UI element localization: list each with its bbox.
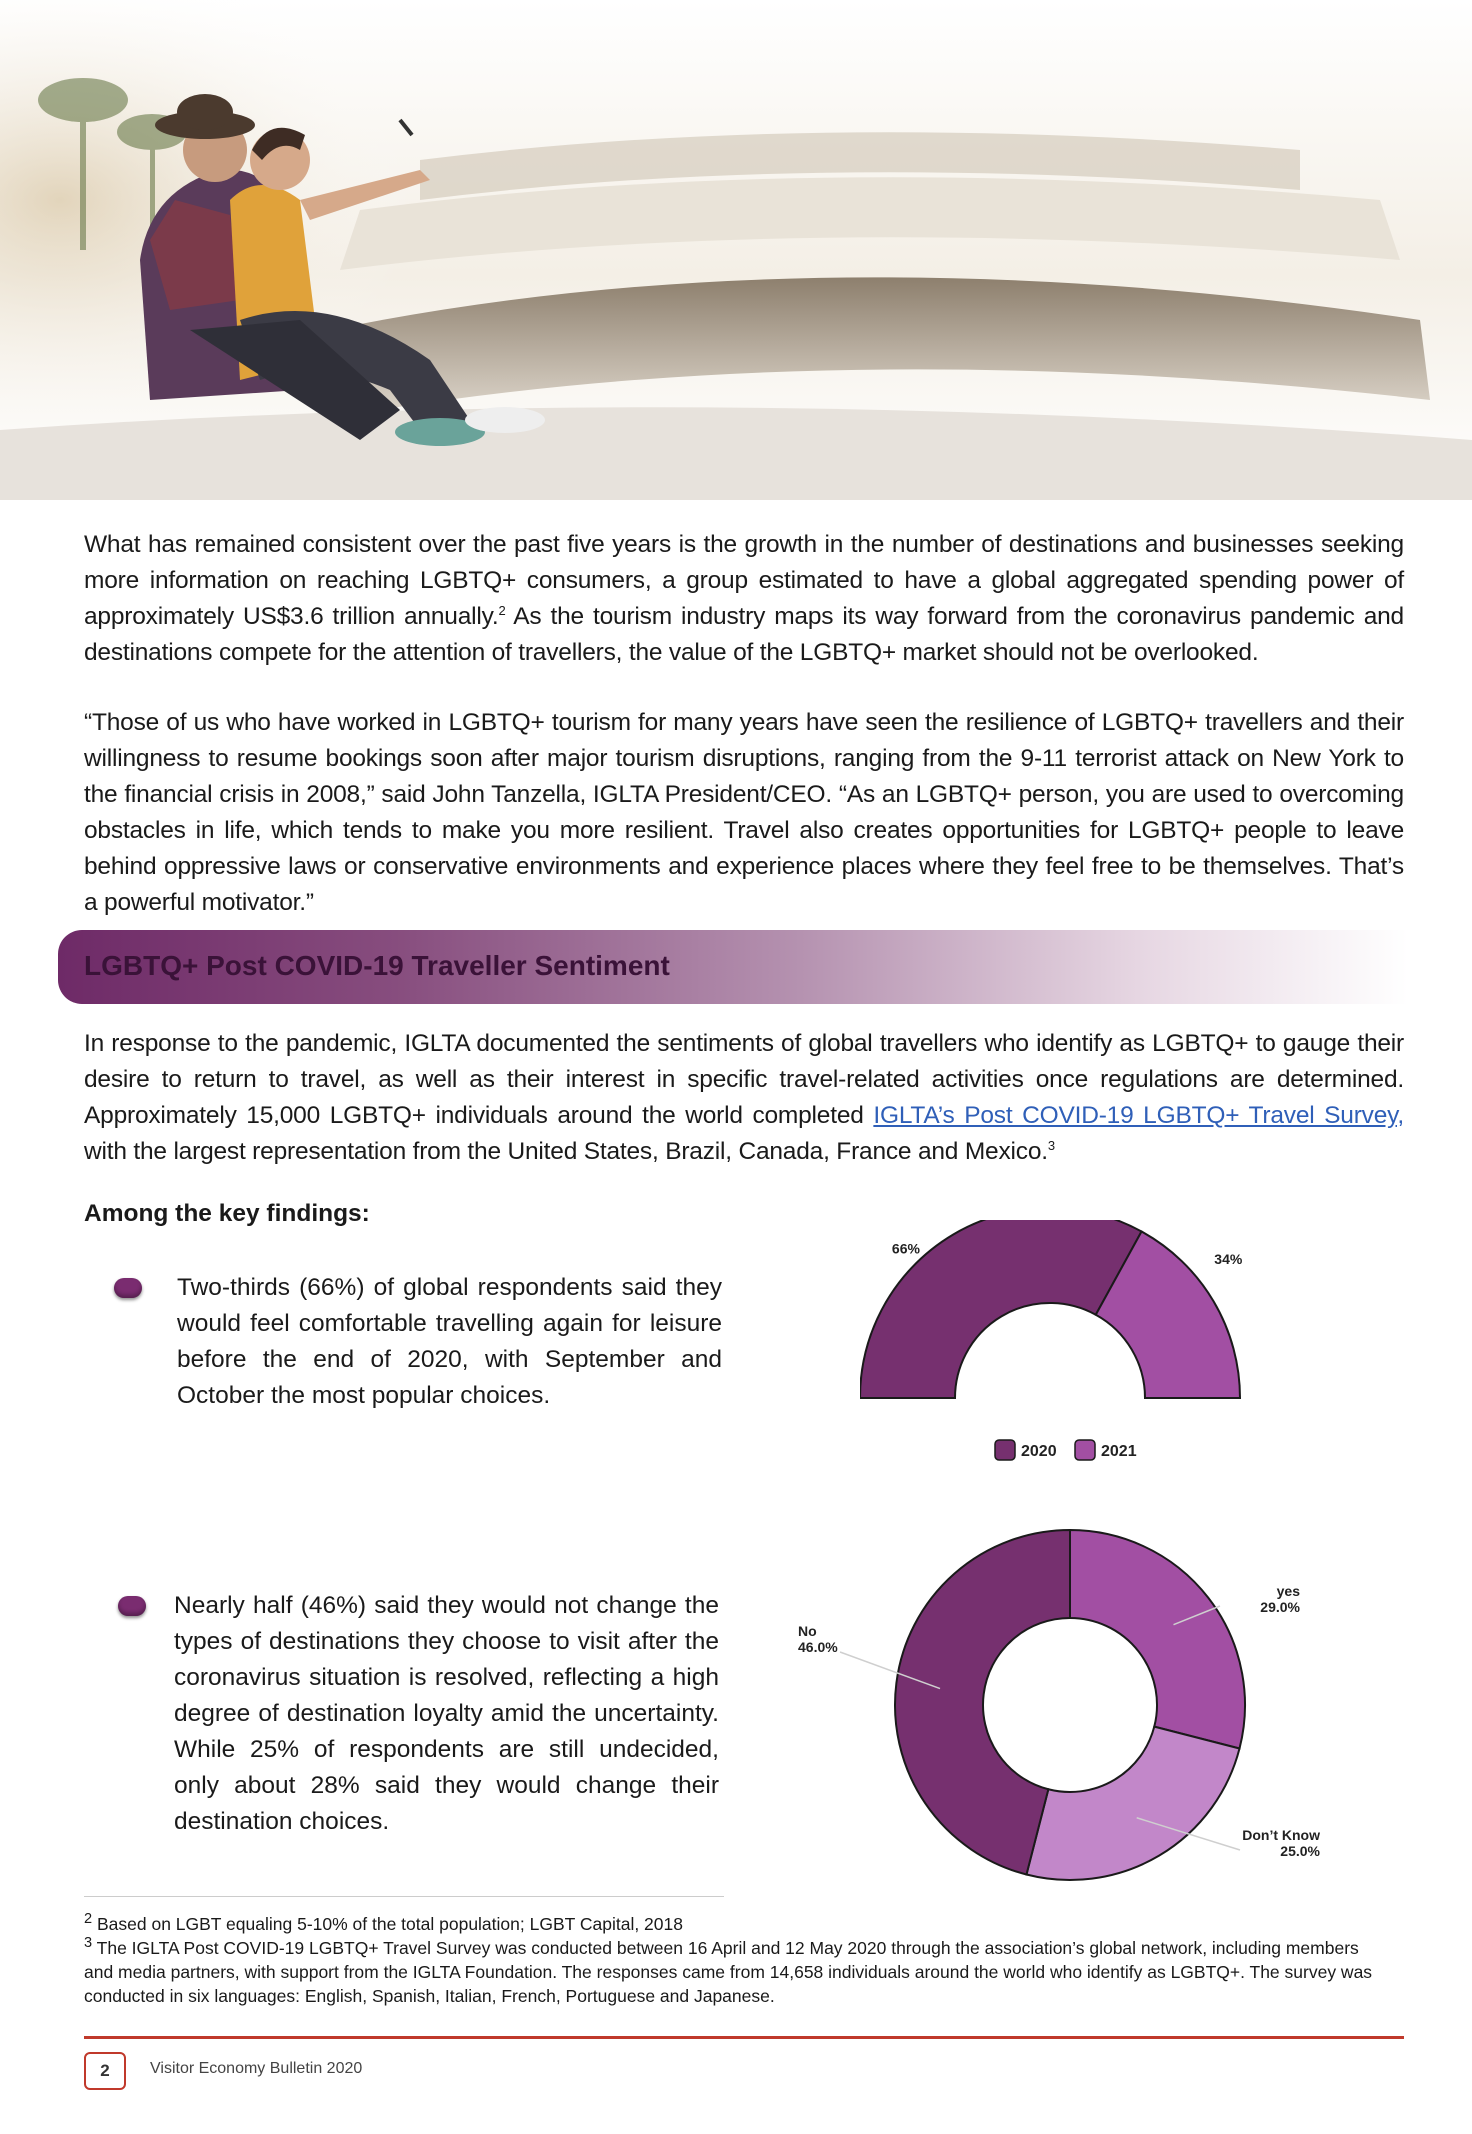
publication-title: Visitor Economy Bulletin 2020	[150, 2060, 363, 2077]
data-label-2020: 66%	[891, 1240, 920, 1257]
bullet-icon	[114, 1278, 142, 1298]
legend-label-2021: 2021	[1101, 1443, 1137, 1460]
category-label-don-t-know: Don’t Know	[1242, 1827, 1320, 1843]
legend-label-2020: 2020	[1021, 1443, 1057, 1460]
category-label-yes: yes	[1276, 1583, 1300, 1599]
survey-link[interactable]: IGLTA’s Post COVID-19 LGBTQ+ Travel Survey,	[873, 1102, 1404, 1129]
footnote-divider	[84, 1896, 724, 1897]
footer-rule	[84, 2036, 1404, 2039]
footnote-2: $^2$ Based on LGBT equaling 5-10% of the total population; LGBT Capital, 2018	[84, 1911, 683, 1934]
hero-photo	[0, 0, 1472, 500]
quote-paragraph: “Those of us who have worked in LGBTQ+ tourism for many years have seen the resilience of LGBTQ+ travellers and their willingness to resume bookings soon after major tourism disruptions, ranging from the 9-11 terrorist attack on New York to the financial crisis in 2008,” said John Tanzella, IGLTA President/CEO. “As an LGBTQ+ person, you are used to overcoming obstacles in life, which tends to make you more resilient. Travel also creates opportunities for LGBTQ+ people to leave behind oppressive laws or conservative environments and experience places where they feel free to be themselves. That’s a powerful motivator.”	[84, 709, 1404, 916]
section-banner	[58, 930, 1408, 1004]
page-number: 2	[84, 2052, 126, 2090]
data-label-don-t-know: 25.0%	[1280, 1843, 1320, 1859]
data-label-2021: 34%	[1214, 1251, 1243, 1268]
footnote-3: $^3$ The IGLTA Post COVID-19 LGBTQ+ Travel Survey was conducted between 16 April and 12 May 2020 through the association’s global network, including members and media partners, with support from the IGLTA Foundation. The responses came from 14,658 individuals around the world who identify as LGBTQ+. The survey was conducted in six languages: English, Spanish, Italian, French, Portuguese and Japanese.	[84, 1935, 1373, 2006]
finding-2-text: Nearly half (46%) said they would not change the types of destinations they choose to visit after the coronavirus situation is resolved, reflecting a high degree of destination loyalty amid the uncertainty. While 25% of respondents are still undecided, only about 28% said they would change their destination choices.	[174, 1592, 719, 1835]
data-label-no: 46.0%	[798, 1639, 838, 1655]
slice-don-t-know	[1026, 1727, 1239, 1880]
slice-yes	[1070, 1530, 1245, 1749]
data-label-yes: 29.0%	[1260, 1599, 1300, 1615]
survey-paragraph: In response to the pandemic, IGLTA documented the sentiments of global travellers who identify as LGBTQ+ to gauge their desire to return to travel, as well as their interest in specific travel-related activities once regulations are determined. Approximately 15,000 LGBTQ+ individuals around the world completed IGLTA’s Post COVID-19 LGBTQ+ Travel Survey, with the largest representation from the United States, Brazil, Canada, France and Mexico.$^3$	[84, 1030, 1404, 1165]
half-donut-chart	[860, 1220, 1320, 1470]
findings-heading: Among the key findings:	[84, 1200, 370, 1227]
category-label-no: No	[798, 1623, 817, 1639]
donut-chart	[780, 1510, 1360, 1900]
intro-paragraph: What has remained consistent over the past five years is the growth in the number of destinations and businesses seeking more information on reaching LGBTQ+ consumers, a group estimated to have a global aggregated spending power of approximately US$3.6 trillion annually.$^2$ As the tourism industry maps its way forward from the coronavirus pandemic and destinations compete for the attention of travellers, the value of the LGBTQ+ market should not be overlooked.	[84, 531, 1404, 666]
section-title: LGBTQ+ Post COVID-19 Traveller Sentiment	[84, 950, 670, 981]
finding-1-text: Two-thirds (66%) of global respondents said they would feel comfortable travelling again for leisure before the end of 2020, with September and October the most popular choices.	[177, 1274, 722, 1409]
legend-swatch-2020	[995, 1440, 1015, 1460]
bullet-icon	[118, 1596, 146, 1616]
legend-swatch-2021	[1075, 1440, 1095, 1460]
